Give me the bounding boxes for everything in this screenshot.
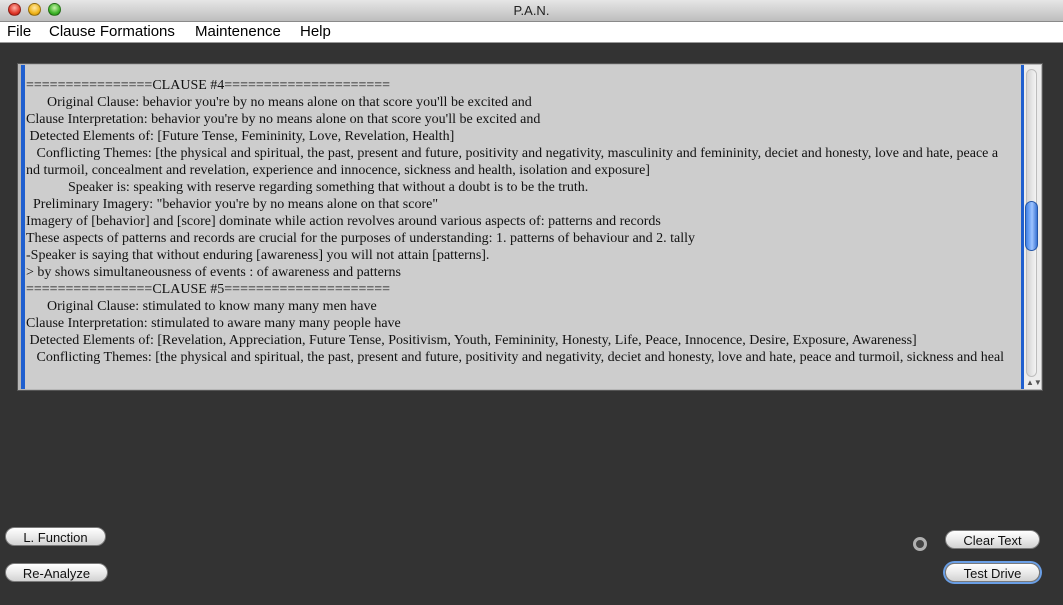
- l-function-button[interactable]: L. Function: [5, 527, 106, 546]
- text-line: Conflicting Themes: [the physical and spiritual, the past, present and future, positivity and negativity, deciet and honesty, love and hate, peace and turmoil, sickness and heal: [26, 350, 1005, 365]
- text-line: ================CLAUSE #4=====================: [26, 78, 391, 93]
- text-line: These aspects of patterns and records are crucial for the purposes of understanding: 1. patterns of behaviour and 2. tally: [26, 231, 696, 246]
- text-line: Original Clause: stimulated to know many many men have: [26, 299, 377, 314]
- text-line: Preliminary Imagery: "behavior you're by no means alone on that score": [26, 197, 439, 212]
- clear-text-button[interactable]: Clear Text: [945, 530, 1040, 549]
- progress-spinner-icon: [913, 537, 927, 551]
- menu-bar: [0, 22, 1063, 43]
- text-line: Detected Elements of: [Future Tense, Femininity, Love, Revelation, Health]: [26, 129, 455, 144]
- text-line: Detected Elements of: [Revelation, Appreciation, Future Tense, Positivism, Youth, Femininity, Honesty, Life, Peace, Innocence, Desire, Exposure, Awareness]: [26, 333, 917, 348]
- re-analyze-button[interactable]: Re-Analyze: [5, 563, 108, 582]
- scroll-arrow-icon[interactable]: ▲▼: [1026, 378, 1042, 387]
- text-line: Conflicting Themes: [the physical and spiritual, the past, present and future, positivity and negativity, masculinity and femininity, deciet and honesty, love and hate, peace a: [26, 146, 999, 161]
- text-line: nd turmoil, concealment and revelation, experience and innocence, sickness and health, isolation and exposure]: [26, 163, 650, 178]
- menu-clause-formations[interactable]: Clause Formations: [49, 23, 175, 40]
- text-line: Imagery of [behavior] and [score] dominate while action revolves around various aspects of: patterns and records: [26, 214, 661, 229]
- menu-help[interactable]: Help: [300, 23, 331, 40]
- output-scroll-pane: [17, 63, 1043, 391]
- scrollbar-focus-edge: [1021, 65, 1024, 389]
- output-text-area[interactable]: [21, 65, 1021, 389]
- title-bar: [0, 0, 1063, 22]
- text-line: -Speaker is saying that without enduring [awareness] you will not attain [patterns].: [26, 248, 490, 263]
- menu-maintenence[interactable]: Maintenence: [195, 23, 281, 40]
- menu-file[interactable]: File: [7, 23, 32, 40]
- text-line: Clause Interpretation: stimulated to aware many many people have: [26, 316, 401, 331]
- text-line: Clause Interpretation: behavior you're by no means alone on that score you'll be excited and: [26, 112, 541, 127]
- text-line: > by shows simultaneousness of events : of awareness and patterns: [26, 265, 401, 280]
- text-line: Original Clause: behavior you're by no means alone on that score you'll be excited and: [26, 95, 532, 110]
- scrollbar-thumb[interactable]: [1025, 201, 1038, 251]
- text-line: ================CLAUSE #5=====================: [26, 282, 391, 297]
- vertical-scrollbar[interactable]: [1021, 65, 1041, 389]
- text-line: Speaker is: speaking with reserve regarding something that without a doubt is to be the truth.: [26, 180, 589, 195]
- window-title: P.A.N.: [513, 3, 550, 18]
- test-drive-button[interactable]: Test Drive: [945, 563, 1040, 582]
